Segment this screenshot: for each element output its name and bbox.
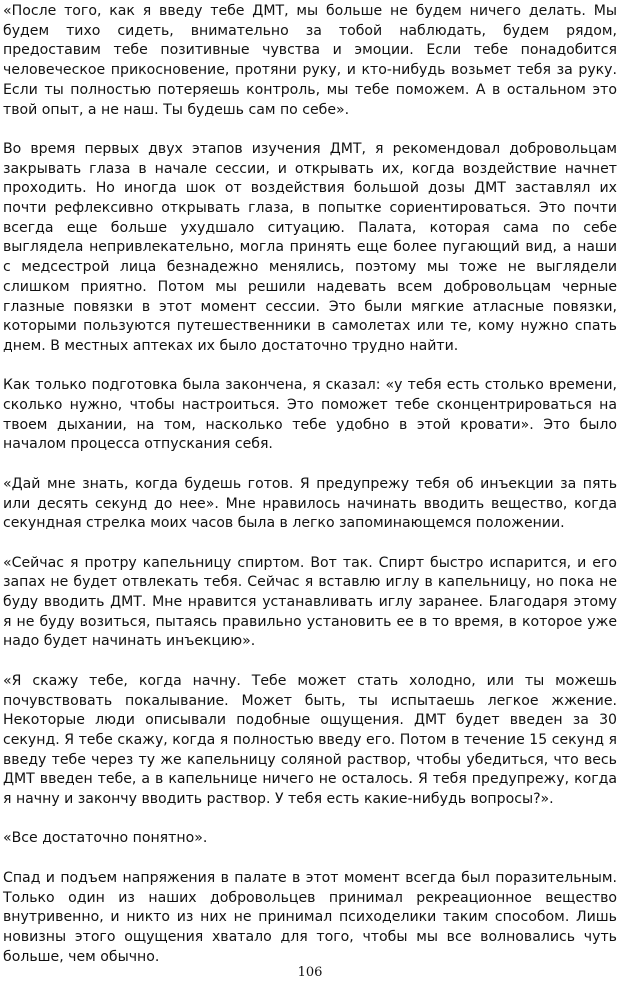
paragraph-2: Во время первых двух этапов изучения ДМТ, я рекомендовал добровольцам закрывать глаза в начале сессии, и открывать их, когда воздействие начнет проходить. Но иногда шок от воздействия большой дозы ДМТ заставлял их почти рефлексивно открывать глаза, в попытке сориентироваться. Это почти всегда еще больше ухудшало ситуацию. Палата, которая сама по себе выглядела непривлекательно, могла принять еще более пугающий вид, а наши с медсестрой лица безнадежно менялись, поэтому мы тоже не выглядели слишком приятно. Потом мы решили надевать всем добровольцам черные глазные повязки в этот момент сессии. Это были мягкие атласные повязки, которыми пользуются путешественники в самолетах или те, кому нужно спать днем. В местных аптеках их было достаточно трудно найти.: [3, 140, 617, 354]
paragraph-7: «Все достаточно понятно».: [3, 830, 208, 847]
paragraph-6: «Я скажу тебе, когда начну. Тебе может стать холодно, или ты можешь почувствовать покалывание. Может быть, ты испытаешь легкое жжение. Некоторые люди описывали подобные ощущения. ДМТ будет введен за 30 секунд. Я тебе скажу, когда я полностью введу его. Потом в течение 15 секунд я введу тебе через ту же капельницу соляной раствор, чтобы убедиться, что весь ДМТ введен тебе, а в капельнице ничего не осталось. Я тебя предупрежу, когда я начну и закончу вводить раствор. У тебя есть какие-нибудь вопросы?».: [3, 672, 617, 808]
paragraph-4: «Дай мне знать, когда будешь готов. Я предупрежу тебя об инъекции за пять или десять секунд до нее». Мне нравилось начинать вводить вещество, когда секундная стрелка моих часов была в легко запоминающемся положении.: [3, 475, 617, 532]
paragraph-1: «После того, как я введу тебе ДМТ, мы больше не будем ничего делать. Мы будем тихо сидеть, внимательно за тобой наблюдать, будем рядом, предоставим тебе позитивные чувства и эмоции. Если тебе понадобится человеческое прикосновение, протяни руку, и кто-нибудь возьмет тебя за руку. Если ты полностью потеряешь контроль, мы тебе поможем. А в остальном это твой опыт, а не наш. Ты будешь сам по себе».: [3, 3, 617, 118]
page-number: 106: [297, 965, 323, 980]
body-text: [3, 2, 617, 987]
paragraph-5: «Сейчас я протру капельницу спиртом. Вот так. Спирт быстро испарится, и его запах не будет отвлекать тебя. Сейчас я вставлю иглу в капельницу, но пока не буду вводить ДМТ. Мне нравится устанавливать иглу заранее. Благодаря этому я не буду возиться, пытаясь правильно установить ее в то время, в которое уже надо будет начинать инъекцию».: [3, 554, 617, 650]
paragraph-3: Как только подготовка была закончена, я сказал: «у тебя есть столько времени, сколько нужно, чтобы настроиться. Это поможет тебе сконцентрироваться на твоем дыхании, на том, насколько тебе удобно в этой кровати». Это было началом процесса отпускания себя.: [3, 377, 617, 453]
paragraph-8: Спад и подъем напряжения в палате в этот момент всегда был поразительным. Только один из наших добровольцев принимал рекреационное вещество внутривенно, и никто из них не принимал психоделики таким способом. Лишь новизны этого ощущения хватало для того, чтобы мы все волновались чуть больше, чем обычно.: [3, 869, 617, 965]
